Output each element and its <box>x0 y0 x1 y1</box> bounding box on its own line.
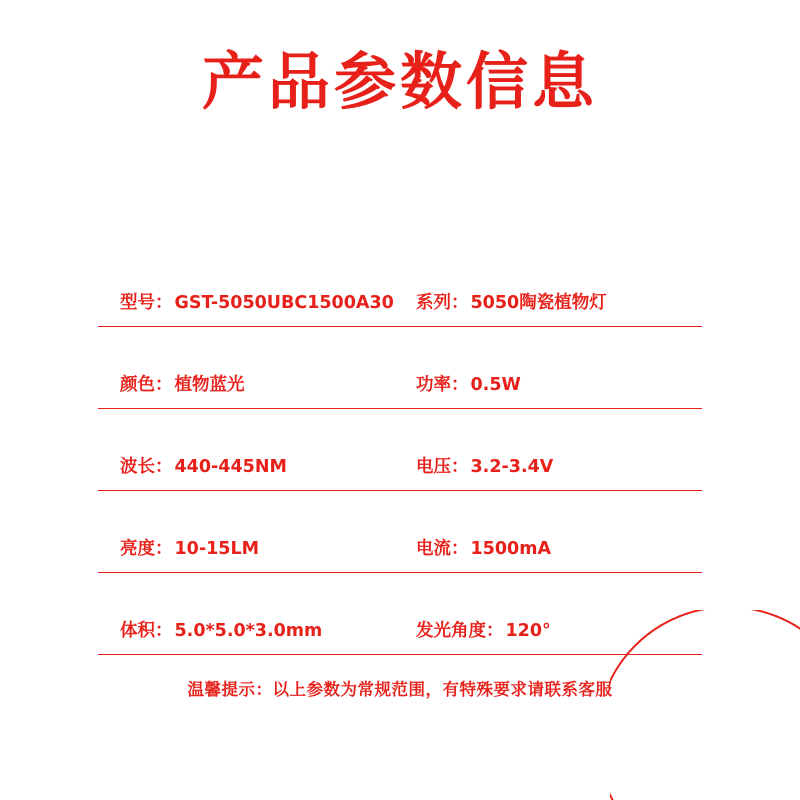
spec-label: 电流： <box>416 539 469 559</box>
spec-cell-current <box>400 535 702 572</box>
spec-label: 型号： <box>120 293 173 313</box>
table-row <box>98 327 702 409</box>
spec-cell-beam-angle <box>400 617 702 654</box>
spec-cell-model <box>98 289 400 326</box>
spec-cell-wavelength <box>98 453 400 490</box>
spec-value: GST-5050UBC1500A30 <box>174 293 394 313</box>
spec-label: 颜色： <box>120 375 173 395</box>
footer-note: 温馨提示：以上参数为常规范围，有特殊要求请联系客服 <box>187 680 613 699</box>
spec-cell-voltage <box>400 453 702 490</box>
spec-label: 体积： <box>120 621 173 641</box>
spec-value: 植物蓝光 <box>174 375 245 395</box>
spec-label: 功率： <box>416 375 469 395</box>
table-row <box>98 573 702 655</box>
spec-label: 波长： <box>120 457 173 477</box>
spec-value: 10-15LM <box>174 539 260 559</box>
spec-value: 0.5W <box>470 375 521 395</box>
spec-value: 440-445NM <box>174 457 287 477</box>
spec-value: 5050陶瓷植物灯 <box>470 293 607 313</box>
spec-cell-size <box>98 617 400 654</box>
spec-value: 120° <box>505 621 551 641</box>
spec-cell-color <box>98 371 400 408</box>
table-row <box>98 409 702 491</box>
table-row <box>98 245 702 327</box>
spec-cell-luminance <box>98 535 400 572</box>
spec-table <box>98 245 702 655</box>
spec-value: 3.2-3.4V <box>470 457 554 477</box>
page-title: 产品参数信息 <box>201 45 598 118</box>
spec-value: 1500mA <box>470 539 551 559</box>
spec-cell-power <box>400 371 702 408</box>
spec-label: 亮度： <box>120 539 173 559</box>
spec-label: 发光角度： <box>416 621 504 641</box>
table-row <box>98 491 702 573</box>
spec-label: 系列： <box>416 293 469 313</box>
spec-cell-series <box>400 289 702 326</box>
spec-value: 5.0*5.0*3.0mm <box>174 621 323 641</box>
spec-label: 电压： <box>416 457 469 477</box>
